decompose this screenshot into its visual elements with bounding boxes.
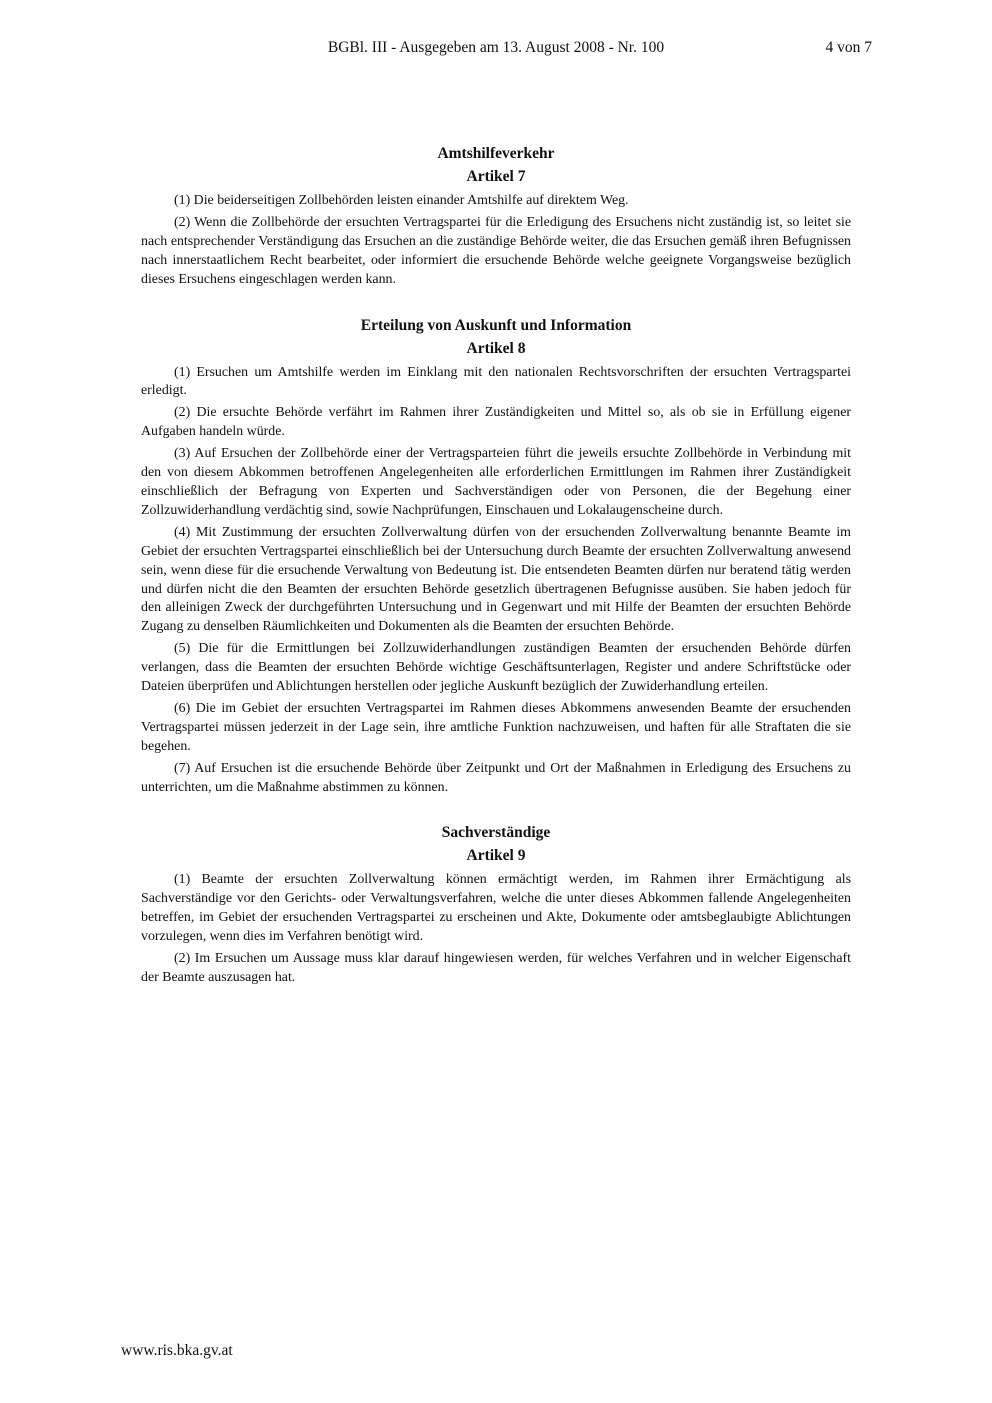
paragraph: (7) Auf Ersuchen ist die ersuchende Behörde über Zeitpunkt und Ort der Maßnahmen in Erledigung des Ersuchens zu unterrichten, um die Maßnahme abstimmen zu können. bbox=[141, 760, 851, 795]
section-article-7 bbox=[141, 142, 851, 290]
paragraph: (1) Beamte der ersuchten Zollverwaltung können ermächtigt werden, im Rahmen ihrer Ermächtigung als Sachverständige vor den Gerichts- oder Verwaltungsverfahren, welche die unter dieses Abkommen fallende Angelegenheiten betreffen, im Gebiet der ersuchenden Vertragspartei zu erscheinen und Akte, Dokumente oder amtsbeglaubigte Ablichtungen vorzulegen, wenn dies im Verfahren benötigt wird. bbox=[141, 872, 851, 945]
paragraph: (2) Im Ersuchen um Aussage muss klar darauf hingewiesen werden, für welches Verfahren und in welcher Eigenschaft der Beamte auszusagen hat. bbox=[141, 951, 851, 985]
paragraph: (4) Mit Zustimmung der ersuchten Zollverwaltung dürfen von der ersuchenden Zollverwaltung benannte Beamte im Gebiet der ersuchten Vertragspartei einschließlich bei der Untersuchung durch Beamte der ersuchten Zollverwaltung anwesend sein, wenn diese für die ersuchende Verwaltung von Bedeutung ist. Die entsendeten Beamten dürfen nur beratend tätig werden und dürfen nicht die den Beamten der ersuchten Behörde gesetzlich übertragenen Befugnisse ausüben. Sie haben jedoch für den alleinigen Zweck der durchgeführten Untersuchung und in Gegenwart und mit Hilfe der Beamten der ersuchten Behörde Zugang zu denselben Räumlichkeiten und Dokumenten als die Beamten der ersuchten Behörde. bbox=[141, 524, 851, 635]
page-number: 4 von 7 bbox=[825, 39, 872, 56]
paragraph: (3) Auf Ersuchen der Zollbehörde einer der Vertragsparteien führt die jeweils ersuchte Zollbehörde in Verbindung mit den von diesem Abkommen betroffenen Angelegenheiten alle erforderlichen Ermittlungen im Rahmen ihrer Zuständigkeit einschließlich der Befragung von Experten und Sachverständigen oder von Personen, die der Begehung einer Zollzuwiderhandlung verdächtig sind, sowie Nachprüfungen, Einschauen und Lokalaugenscheine durch. bbox=[141, 446, 851, 518]
section-title: Erteilung von Auskunft und Information bbox=[360, 316, 632, 334]
paragraph: (2) Wenn die Zollbehörde der ersuchten Vertragspartei für die Erledigung des Ersuchens nicht zuständig ist, so leitet sie nach entsprechender Verständigung das Ersuchen an die zuständige Behörde weiter, die das Ersuchen gemäß ihren Befugnissen nach innerstaatlichem Recht bearbeitet, oder informiert die ersuchende Behörde welche geeignete Vorgangsweise bezüglich dieses Ersuchens eingeschlagen werden kann. bbox=[141, 214, 851, 287]
page-header-title: BGBl. III - Ausgegeben am 13. August 2008 - Nr. 100 bbox=[327, 39, 665, 56]
paragraph: (5) Die für die Ermittlungen bei Zollzuwiderhandlungen zuständigen Beamten der ersuchenden Behörde dürfen verlangen, dass die Beamten der ersuchten Behörde wichtige Geschäftsunterlagen, Register und andere Schriftstücke oder Dateien überprüfen und Ablichtungen herstellen oder jegliche Auskunft bezüglich der Zuwiderhandlung erteilen. bbox=[141, 641, 851, 695]
document-body bbox=[141, 142, 851, 1012]
section-article-9 bbox=[141, 821, 851, 987]
paragraph: (1) Die beiderseitigen Zollbehörden leisten einander Amtshilfe auf direktem Weg. bbox=[174, 193, 629, 208]
paragraph: (2) Die ersuchte Behörde verfährt im Rahmen ihrer Zuständigkeiten und Mittel so, als ob sie in Erfüllung eigener Aufgaben handeln würde. bbox=[141, 405, 851, 440]
article-number: Artikel 8 bbox=[466, 339, 526, 357]
article-number: Artikel 9 bbox=[466, 847, 526, 865]
section-title: Sachverständige bbox=[441, 824, 551, 842]
footer-url: www.ris.bka.gv.at bbox=[121, 1342, 233, 1359]
paragraph: (1) Ersuchen um Amtshilfe werden im Einklang mit den nationalen Rechtsvorschriften der ersuchten Vertragspartei erledigt. bbox=[141, 364, 851, 399]
paragraph: (6) Die im Gebiet der ersuchten Vertragspartei im Rahmen dieses Abkommens anwesenden Beamte der ersuchenden Vertragspartei müssen jederzeit in der Lage sein, ihre amtliche Funktion nachzuweisen, und haften für alle Straftaten die sie begehen. bbox=[141, 700, 851, 754]
article-number: Artikel 7 bbox=[466, 168, 526, 185]
section-title: Amtshilfeverkehr bbox=[437, 145, 555, 162]
section-article-8 bbox=[141, 314, 851, 798]
